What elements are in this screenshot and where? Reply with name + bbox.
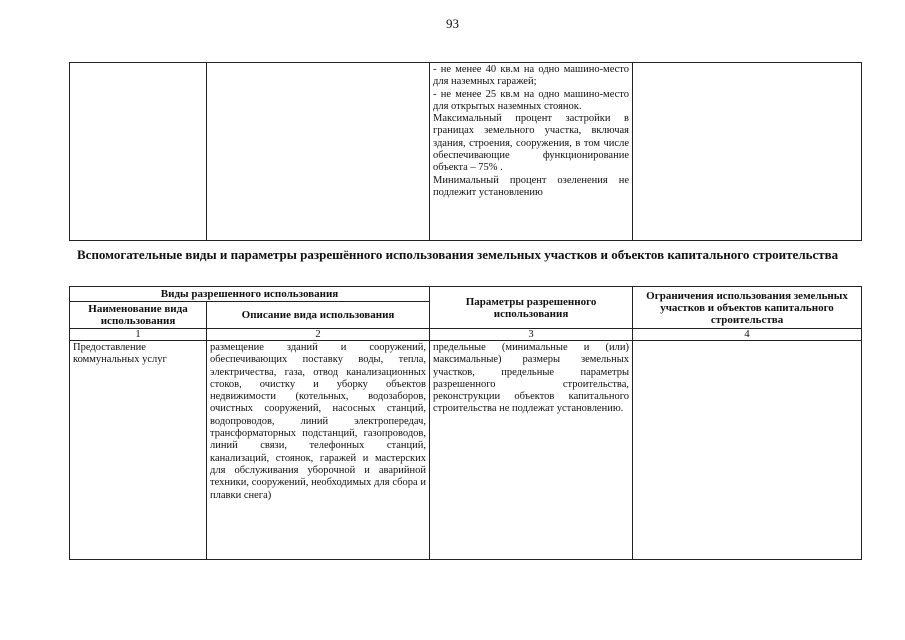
params-cell [430,63,633,241]
empty-cell [70,63,207,241]
continuation-table [69,62,862,241]
empty-cell [207,63,430,241]
header-restrictions: Ограничения использования земельных участков и объектов капитального строительства [633,287,862,329]
use-description: размещение зданий и сооружений, обеспечивающих поставку воды, тепла, электричества, газа, отвод канализационных стоков, очистку и уборку объектов недвижимости (котельных, водозаборов, очистных сооружений, насосных станций, водопроводов, линий электропередач, трансформаторных подстанций, газопроводов, линий связи, телефонных станций, канализаций, стоянок, гаражей и мастерских для обслуживания уборочной и аварийной техники, сооружений, необходимых для сбора и плавки снега) [207,341,430,560]
auxiliary-uses-table [69,286,862,560]
page-number: 93 [446,16,459,31]
params-line: Максимальный процент застройки в границах земельного участка, включая здания, строения, сооружения, в том числе обеспечивающие функционирование объекта – 75% . [433,113,629,174]
use-restrictions [633,341,862,560]
col-number: 3 [430,329,633,341]
number-row [70,329,862,341]
header-params: Параметры разрешенного использования [430,287,633,329]
col-number: 4 [633,329,862,341]
use-params: предельные (минимальные и (или) максимальные) размеры земельных участков, предельные параметры разрешенного строительства, реконструкции объектов капитального строительства не подлежат установлению. [430,341,633,560]
header-row [70,287,862,302]
table-row [70,63,862,241]
params-line: - не менее 40 кв.м на одно машино-место для наземных гаражей; [433,64,629,88]
params-line: Минимальный процент озеленения не подлежит установлению [433,174,629,198]
header-description: Описание вида использования [207,302,430,329]
section-title: Вспомогательные виды и параметры разрешённого использования земельных участков и объектов капитального строительства [77,247,839,262]
params-line: - не менее 25 кв.м на одно машино-место для открытых наземных стоянок. [433,88,629,112]
header-group: Виды разрешенного использования [70,287,430,302]
table-row [70,341,862,560]
col-number: 1 [70,329,207,341]
header-name: Наименование вида использования [70,302,207,329]
use-name: Предоставление коммунальных услуг [70,341,207,560]
col-number: 2 [207,329,430,341]
empty-cell [633,63,862,241]
